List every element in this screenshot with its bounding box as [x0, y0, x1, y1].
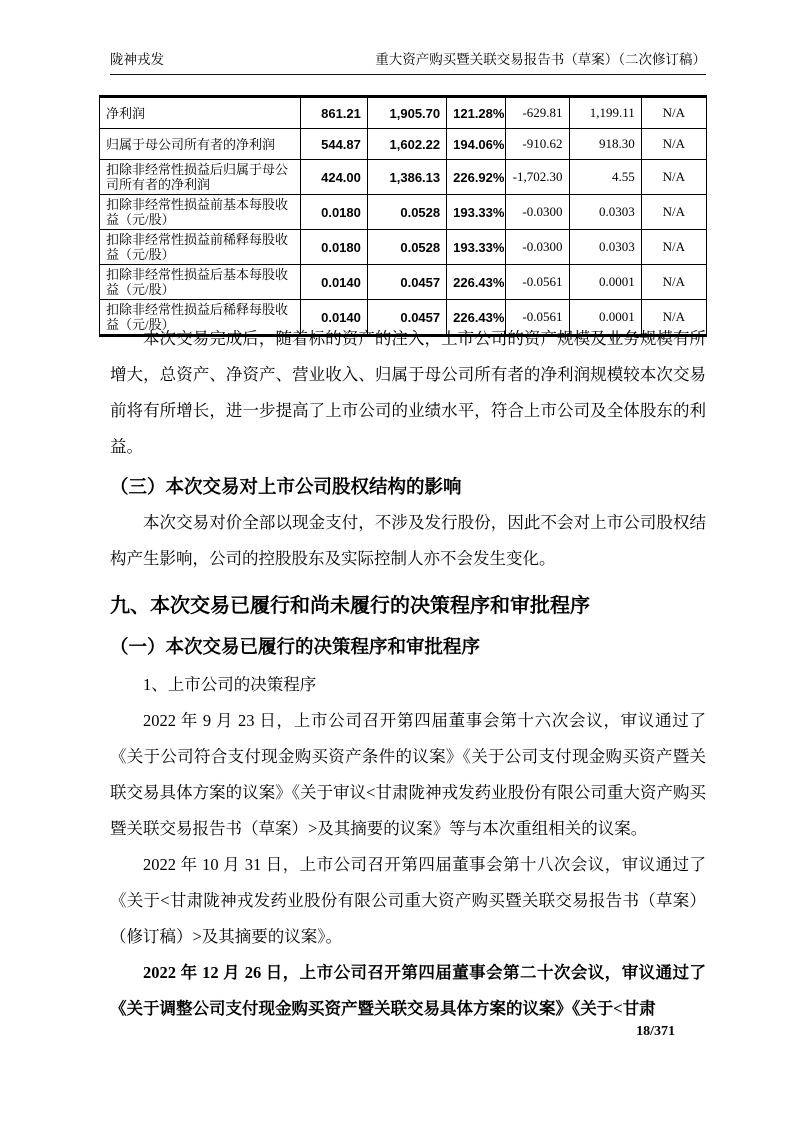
- table-cell: -0.0561: [506, 265, 569, 300]
- paragraph-board-meeting-20: 2022 年 12 月 26 日，上市公司召开第四届董事会第二十次会议，审议通过了《关于调整公司支付现金购买资产暨关联交易具体方案的议案》《关于<甘肃: [110, 963, 706, 1018]
- paragraph-board-meeting-18: 2022 年 10 月 31 日，上市公司召开第四届董事会第十八次会议，审议通过了《关于<甘肃陇神戎发药业股份有限公司重大资产购买暨关联交易报告书（草案）（修订稿）>及其摘要的议案》。: [110, 855, 706, 946]
- header-company-name: 陇神戎发: [110, 52, 164, 67]
- heading-equity-structure-impact: （三）本次交易对上市公司股权结构的影响: [110, 476, 462, 497]
- table-row: [100, 129, 707, 160]
- table-cell: N/A: [641, 97, 706, 129]
- table-row: [100, 160, 707, 195]
- table-cell: N/A: [641, 129, 706, 160]
- heading-subsection-one: （一）本次交易已履行的决策程序和审批程序: [110, 636, 481, 657]
- table-cell: 193.33%: [447, 230, 506, 265]
- table-row: [100, 195, 707, 230]
- table-cell: 0.0528: [367, 195, 446, 230]
- table-cell: 0.0180: [300, 230, 367, 265]
- table-row: [100, 265, 707, 300]
- table-cell: -0.0561: [506, 300, 569, 336]
- paragraph-transaction-overview: 本次交易完成后，随着标的资产的注入，上市公司的资产规模及业务规模有所增大，总资产、净资产、营业收入、归属于母公司所有者的净利润规模较本次交易前将有所增长，进一步提高了上市公司的业绩水平，符合上市公司及全体股东的利益。: [110, 329, 706, 456]
- heading-section-nine: 九、本次交易已履行和尚未履行的决策程序和审批程序: [110, 595, 590, 617]
- table-cell: -0.0300: [506, 230, 569, 265]
- table-cell: -629.81: [506, 97, 569, 129]
- row-label: 扣除非经常性损益后归属于母公司所有者的净利润: [100, 160, 301, 195]
- table-cell: 0.0528: [367, 230, 446, 265]
- table-cell: 193.33%: [447, 195, 506, 230]
- table-cell: -1,702.30: [506, 160, 569, 195]
- table-cell: N/A: [641, 230, 706, 265]
- table-cell: 0.0001: [569, 300, 641, 336]
- table-cell: 226.43%: [447, 265, 506, 300]
- table-cell: -910.62: [506, 129, 569, 160]
- page-number: 18/371: [636, 1024, 675, 1039]
- table-row: [100, 97, 707, 129]
- table-cell: 0.0457: [367, 300, 446, 336]
- table-cell: 0.0140: [300, 265, 367, 300]
- row-label: 扣除非经常性损益后基本每股收益（元/股）: [100, 265, 301, 300]
- table-cell: 544.87: [300, 129, 367, 160]
- header-document-title: 重大资产购买暨关联交易报告书（草案）（二次修订稿）: [375, 52, 706, 67]
- document-body: [110, 311, 706, 1027]
- table-cell: 226.43%: [447, 300, 506, 336]
- table-cell: 1,905.70: [367, 97, 446, 129]
- row-label: 扣除非经常性损益前基本每股收益（元/股）: [100, 195, 301, 230]
- page-header: [110, 51, 706, 75]
- table-cell: 0.0457: [367, 265, 446, 300]
- table-cell: 194.06%: [447, 129, 506, 160]
- paragraph-board-meeting-16: 2022 年 9 月 23 日，上市公司召开第四届董事会第十六次会议，审议通过了《关于公司符合支付现金购买资产条件的议案》《关于公司支付现金购买资产暨关联交易具体方案的议案》《关于审议<甘肃陇神戎发药业股份有限公司重大资产购买暨关联交易报告书（草案）>及其摘要的议案》等与本次重组相关的议案。: [110, 711, 706, 838]
- table-cell: 918.30: [569, 129, 641, 160]
- table-cell: N/A: [641, 265, 706, 300]
- table-row: [100, 230, 707, 265]
- table-cell: 424.00: [300, 160, 367, 195]
- table-cell: -0.0300: [506, 195, 569, 230]
- table-cell: 1,386.13: [367, 160, 446, 195]
- paragraph-equity-structure: 本次交易对价全部以现金支付，不涉及发行股份，因此不会对上市公司股权结构产生影响，公司的控股股东及实际控制人亦不会发生变化。: [110, 513, 706, 568]
- table-cell: 121.28%: [447, 97, 506, 129]
- financial-comparison-table: [99, 95, 707, 337]
- table-cell: N/A: [641, 195, 706, 230]
- table-cell: 1,602.22: [367, 129, 446, 160]
- heading-item-decision-procedure: 1、上市公司的决策程序: [143, 675, 317, 694]
- table-cell: 0.0001: [569, 265, 641, 300]
- table-cell: 0.0180: [300, 195, 367, 230]
- table-cell: 1,199.11: [569, 97, 641, 129]
- table-cell: 4.55: [569, 160, 641, 195]
- row-label: 归属于母公司所有者的净利润: [100, 129, 301, 160]
- table-cell: N/A: [641, 160, 706, 195]
- table-cell: N/A: [641, 300, 706, 336]
- table-cell: 0.0140: [300, 300, 367, 336]
- table-cell: 0.0303: [569, 195, 641, 230]
- table-cell: 226.92%: [447, 160, 506, 195]
- row-label: 净利润: [100, 97, 301, 129]
- row-label: 扣除非经常性损益前稀释每股收益（元/股）: [100, 230, 301, 265]
- table-cell: 861.21: [300, 97, 367, 129]
- row-label: 扣除非经常性损益后稀释每股收益（元/股）: [100, 300, 301, 336]
- table-cell: 0.0303: [569, 230, 641, 265]
